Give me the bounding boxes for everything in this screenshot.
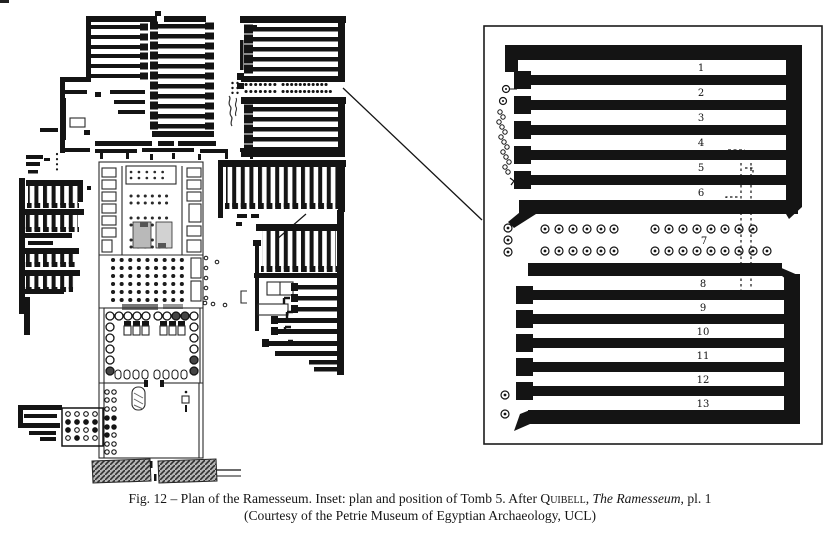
tomb5-inset	[484, 26, 822, 444]
cross-wall-band	[60, 141, 345, 160]
osiride-pillars	[124, 321, 185, 335]
column-dots-row	[233, 83, 333, 94]
caption-text-before: Fig. 12 – Plan of the Ramesseum. Inset: plan and position of Tomb 5. After	[128, 491, 541, 506]
inset-room-number-10: 10	[696, 327, 710, 338]
figure-caption	[0, 491, 840, 524]
inset-room-number-9: 9	[699, 303, 707, 314]
inset-frame	[484, 26, 822, 444]
second-court	[104, 308, 200, 385]
caption-separator: ,	[585, 491, 593, 506]
magazines-east	[218, 160, 346, 375]
inset-room-number-12: 12	[696, 375, 710, 386]
ramesseum-plan	[18, 11, 346, 483]
caption-text-after: , pl. 1	[680, 491, 712, 506]
inset-room-number-1: 1	[697, 63, 705, 74]
caption-line-1	[0, 491, 840, 508]
inset-room-number-4: 4	[697, 138, 705, 149]
caption-line-2: (Courtesy of the Petrie Museum of Egyptian Archaeology, UCL)	[243, 507, 597, 523]
inset-room-number-8: 8	[699, 279, 707, 290]
inset-room-number-11: 11	[696, 351, 710, 362]
temple-east-dots	[203, 256, 227, 307]
ramp	[132, 387, 145, 410]
inset-columns-label: 7	[700, 236, 708, 247]
storerooms-north	[150, 22, 214, 138]
inset-room-number-13: 13	[696, 399, 710, 410]
inset-room-number-3: 3	[697, 113, 705, 124]
hypostyle-hall	[113, 258, 201, 310]
inset-room-number-5: 5	[697, 163, 705, 174]
inset-room-number-6: 6	[697, 188, 705, 199]
caption-author: Quibell	[540, 491, 586, 506]
callout-line	[343, 88, 482, 220]
court-bases	[115, 370, 187, 379]
palace-annex	[18, 405, 103, 446]
caption-work-title: The Ramesseum	[592, 491, 681, 506]
scan-artifact	[0, 0, 9, 3]
inset-room-number-2: 2	[697, 88, 705, 99]
first-court	[99, 380, 203, 458]
pylons	[92, 459, 241, 483]
